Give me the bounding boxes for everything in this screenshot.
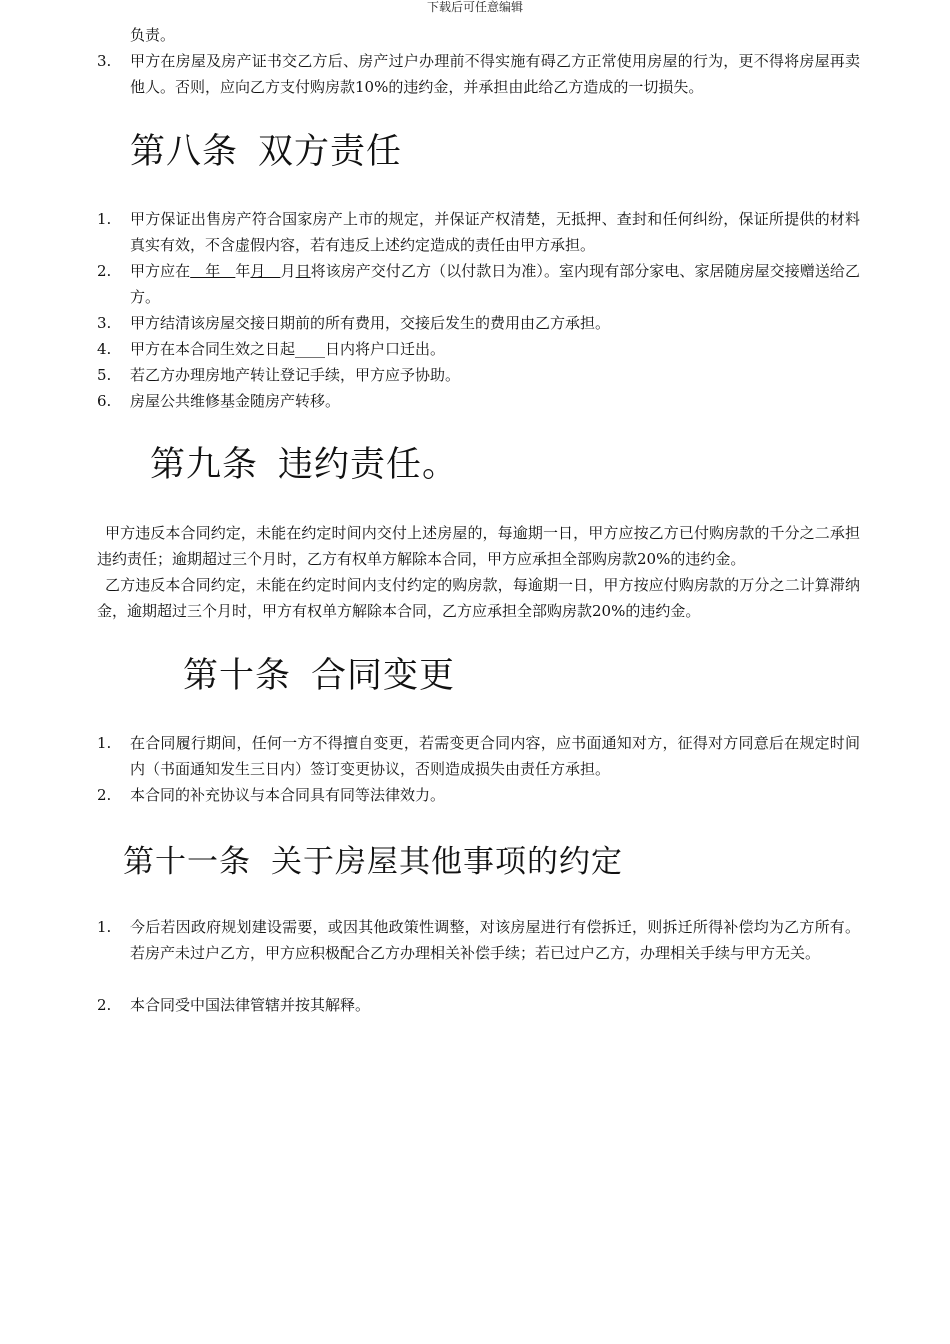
list-item-text: 在合同履行期间，任何一方不得擅自变更，若需变更合同内容，应书面通知对方，征得对方同意后在规定时间内（书面通知发生三日内）签订变更协议，否则造成损失由责任方承担。 [130,734,860,778]
list-item-household [130,336,860,362]
article-10-heading [183,655,455,697]
household-suffix: 日内将户口迁出。 [325,340,446,358]
breach-paragraph-party-b: 乙方违反本合同约定，未能在约定时间内支付约定的购房款，每逾期一日，甲方按应付购房款的万分之二计算滞纳金，逾期超过三个月时，甲方有权单方解除本合同，乙方应承担全部购房款20%的违约金。 [97,576,860,620]
list-number: 6. [97,392,112,410]
article-9-heading [150,444,458,486]
household-prefix: 甲方在本合同生效之日起 [130,340,296,358]
article-11-number: 第十一条 [123,844,251,880]
month-unit: 月 [280,262,296,280]
list-item-text: 本合同受中国法律管辖并按其解释。 [130,996,371,1014]
article-10-number: 第十条 [183,656,292,696]
list-number: 1. [97,734,112,752]
list-number: 5. [97,366,112,384]
delivery-date-suffix: 将该房产交付乙方（以付款日为准）。室内现有部分家电、家居随房屋交接赠送给乙方。 [130,262,860,306]
breach-paragraph-party-a: 甲方违反本合同约定，未能在约定时间内交付上述房屋的，每逾期一日，甲方应按乙方已付购房款的千分之二承担违约责任；逾期超过三个月时，乙方有权单方解除本合同，甲方应承担全部购房款20%的违约金。 [97,524,860,568]
blank-days: ____ [295,340,326,358]
list-number: 2. [97,262,112,280]
list-number: 2. [97,996,112,1014]
list-item-text: 今后若因政府规划建设需要，或因其他政策性调整，对该房屋进行有偿拆迁，则拆迁所得补偿均为乙方所有。若房产未过户乙方，甲方应积极配合乙方办理相关补偿手续；若已过户乙方，办理相关手续与甲方无关。 [130,918,860,962]
blank-month: 月 [250,262,281,280]
list-item-delivery-date [130,258,860,310]
list-number: 3. [97,314,112,332]
year-unit: 年 [235,262,251,280]
list-item-text: 若乙方办理房地产转让登记手续，甲方应予协助。 [130,366,461,384]
article-10-title: 合同变更 [311,656,456,696]
list-number: 1. [97,210,112,228]
list-item-text: 甲方结清该房屋交接日期前的所有费用，交接后发生的费用由乙方承担。 [130,314,611,332]
continuation-text: 负责。 [130,26,176,44]
list-item-text: 本合同的补充协议与本合同具有同等法律效力。 [130,786,446,804]
article-9-number: 第九条 [150,445,259,485]
article-11-heading [123,841,623,883]
list-number: 1. [97,918,112,936]
blank-day: 日 [295,262,311,280]
list-item-text: 甲方在房屋及房产证书交乙方后、房产过户办理前不得实施有碍乙方正常使用房屋的行为，更不得将房屋再卖他人。否则，应向乙方支付购房款10%的违约金，并承担由此给乙方造成的一切损失。 [130,52,860,96]
page-header: 下载后可任意编辑 [426,0,523,14]
article-11-title: 关于房屋其他事项的约定 [271,844,623,880]
list-item-text: 房屋公共维修基金随房产转移。 [130,392,341,410]
list-item-text: 甲方保证出售房产符合国家房产上市的规定，并保证产权清楚，无抵押、查封和任何纠纷，保证所提供的材料真实有效，不含虚假内容，若有违反上述约定造成的责任由甲方承担。 [130,210,860,254]
article-8-title: 双方责任 [258,132,403,172]
list-number: 2. [97,786,112,804]
article-9-title: 违约责任。 [278,445,459,485]
article-8-heading [130,131,402,173]
list-number: 3. [97,52,112,70]
delivery-date-prefix: 甲方应在 [130,262,191,280]
blank-year: 年 [190,262,236,280]
article-8-number: 第八条 [130,132,239,172]
list-number: 4. [97,340,112,358]
